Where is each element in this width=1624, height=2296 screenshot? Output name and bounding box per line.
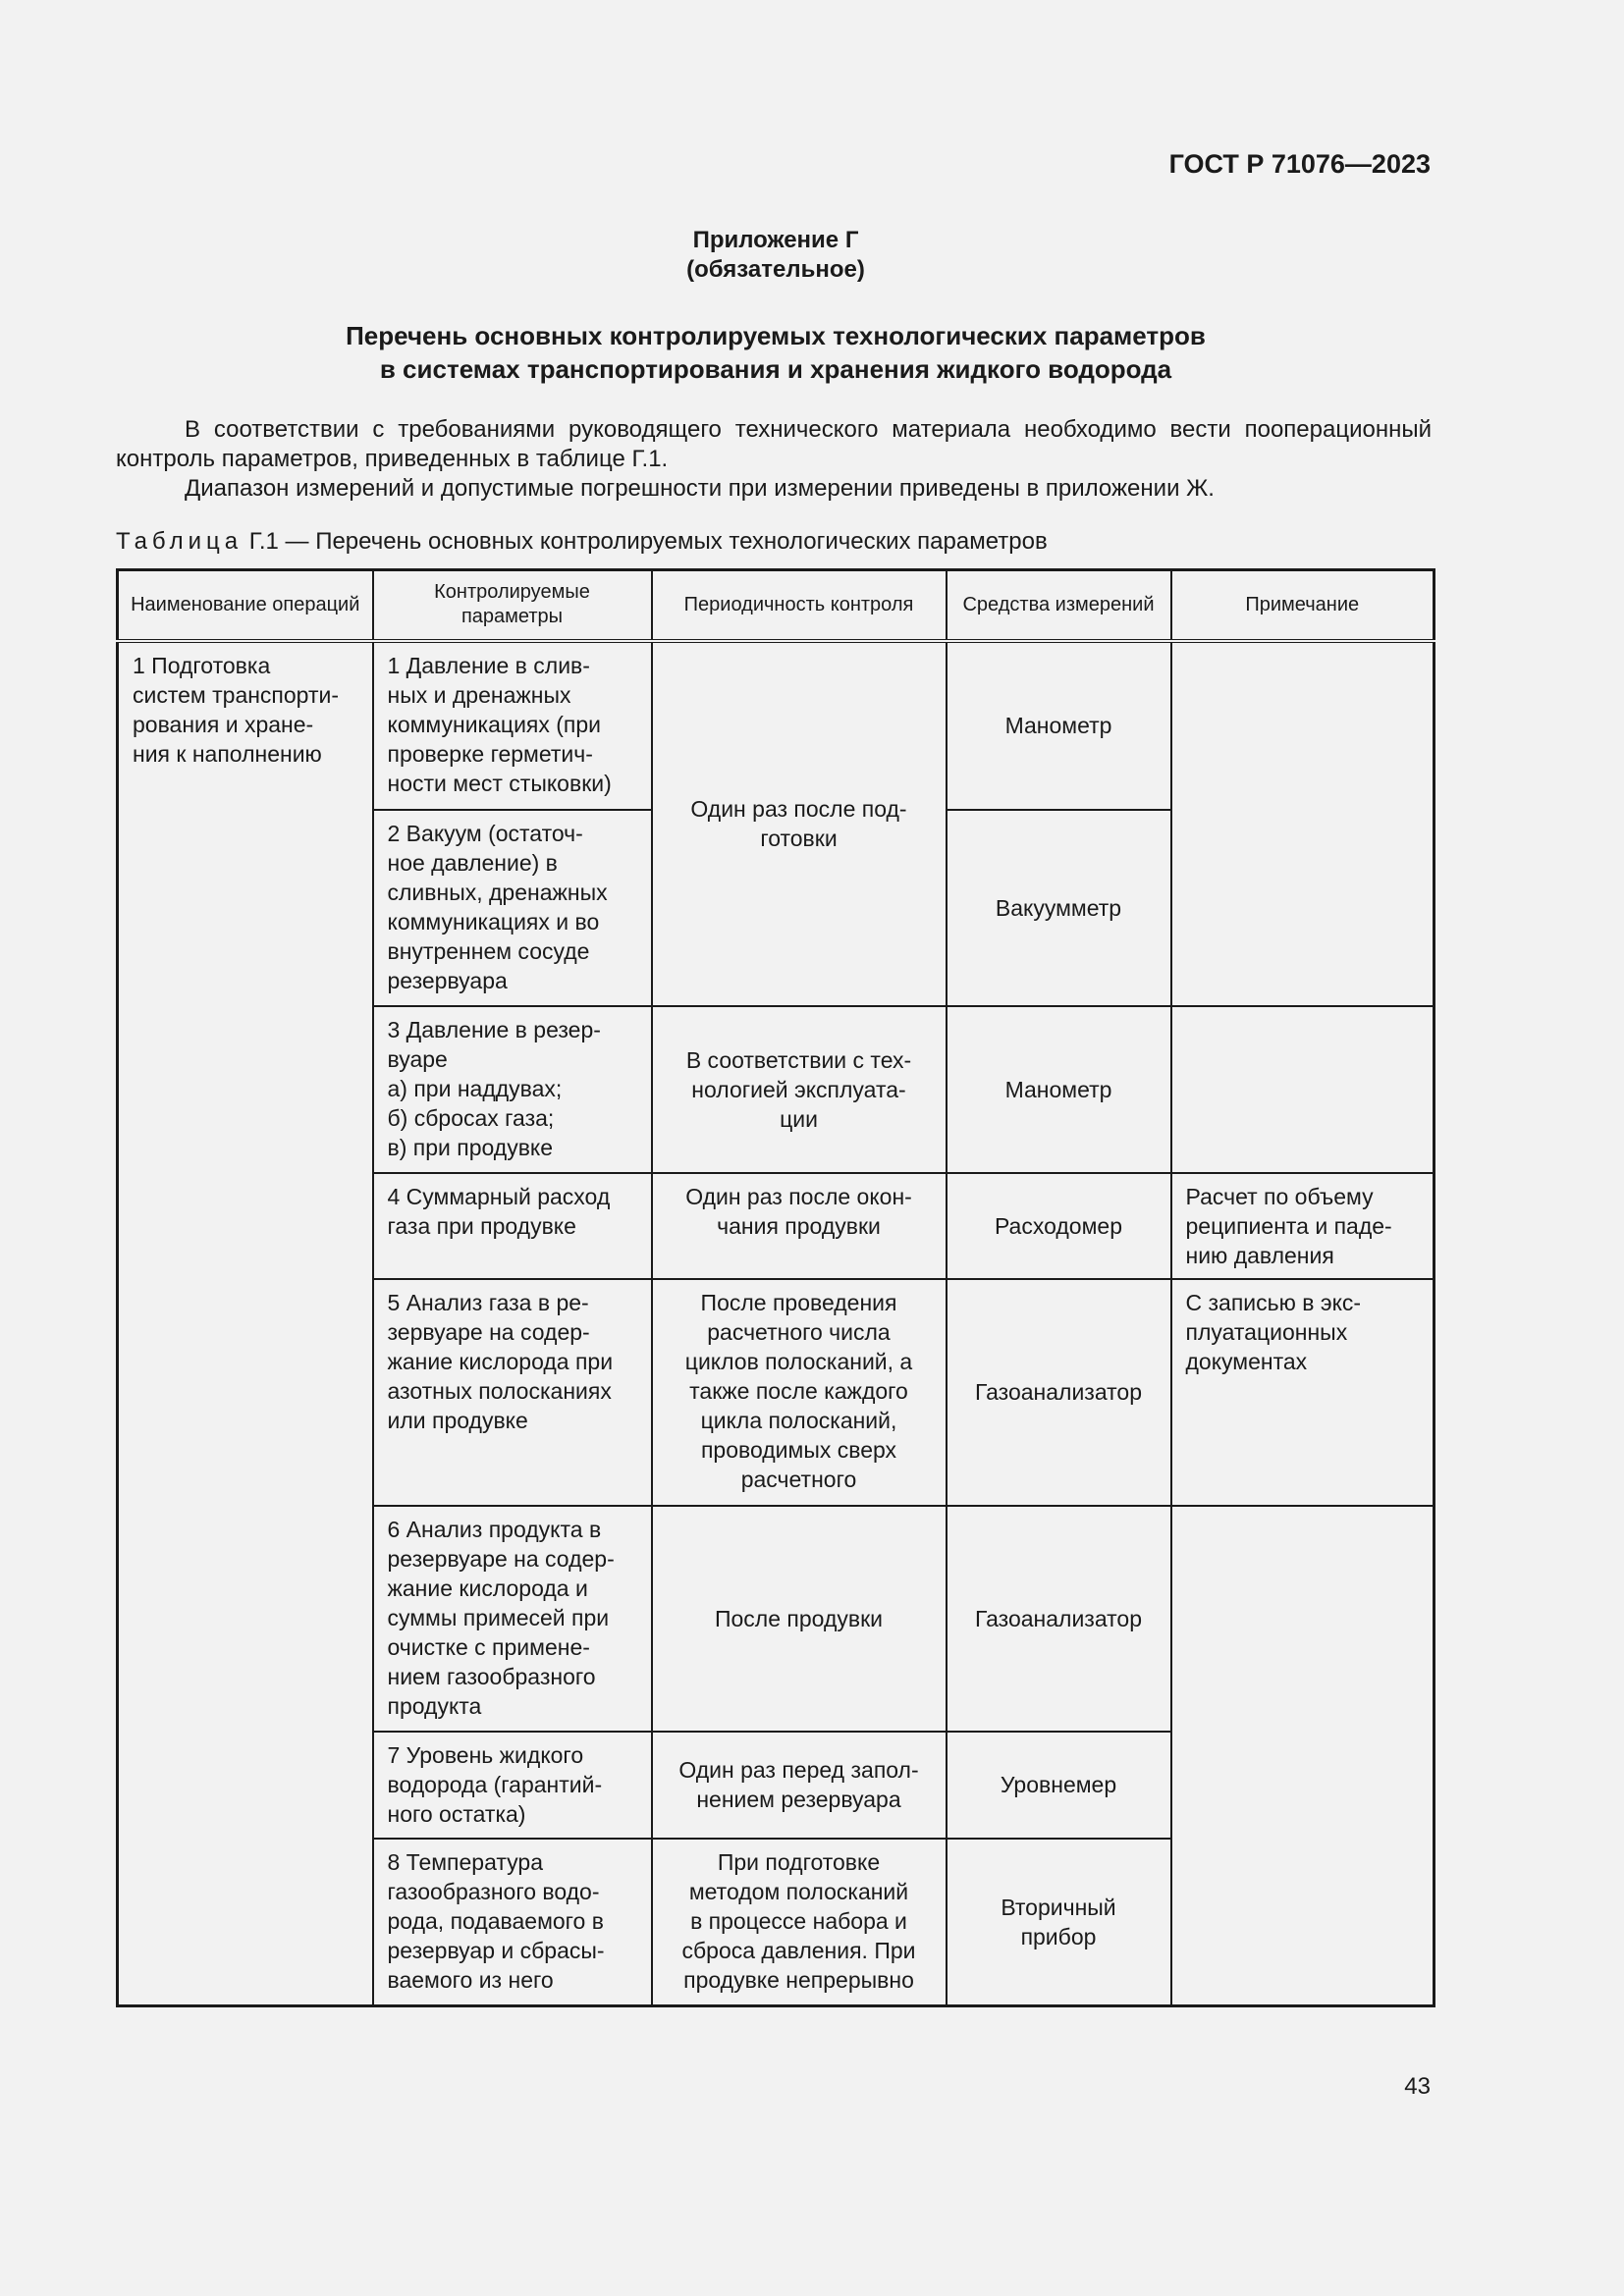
header-instruments: Средства измерений: [947, 570, 1171, 641]
page-number: 43: [1404, 2073, 1431, 2100]
note-cell: [1171, 1279, 1435, 1506]
cell-line: зервуаре на содер-: [387, 1318, 590, 1345]
cell-line: реципиента и паде-: [1185, 1212, 1392, 1239]
cell-line: 3 Давление в резер-: [387, 1016, 601, 1042]
appendix-title: [0, 319, 1551, 386]
cell-line: Один раз перед запол-: [678, 1757, 919, 1783]
cell-line: рования и хране-: [133, 711, 314, 737]
cell-line: Расходомер: [994, 1212, 1122, 1239]
cell-line: Манометр: [1004, 1076, 1112, 1102]
cell-line: ния к наполнению: [133, 740, 322, 767]
intro-paragraph: Диапазон измерений и допустимые погрешности при измерении приведены в приложении Ж.: [185, 475, 1215, 502]
cell-line: Один раз после под-: [690, 796, 907, 822]
cell-line: плуатационных: [1185, 1318, 1348, 1345]
cell-line: продукта: [387, 1692, 482, 1719]
cell-line: продувке непрерывно: [683, 1966, 914, 1993]
cell-line: Вакуумметр: [995, 894, 1122, 921]
cell-line: систем транспорти-: [133, 681, 340, 708]
parameter-cell: [373, 1839, 652, 2006]
cell-line: циклов полосканий, а: [684, 1348, 913, 1374]
periodicity-cell: [652, 1279, 947, 1506]
cell-line: б) сбросах газа;: [387, 1104, 555, 1131]
cell-line: газообразного водо-: [387, 1878, 600, 1904]
cell-line: 6 Анализ продукта в: [387, 1516, 602, 1542]
table-row: [118, 641, 1435, 810]
table-header-row: [118, 570, 1435, 641]
table-caption-label: Таблица: [116, 528, 244, 555]
parameter-cell: [373, 1506, 652, 1732]
cell-line: сливных, дренажных: [387, 879, 608, 905]
cell-line: коммуникациях и во: [387, 908, 600, 934]
cell-line: прибор: [1020, 1923, 1097, 1949]
cell-line: в процессе набора и: [690, 1907, 907, 1934]
cell-line: резервуара: [387, 967, 508, 993]
cell-line: 4 Суммарный расход: [387, 1183, 611, 1209]
cell-line: а) при наддувах;: [387, 1075, 563, 1101]
cell-line: расчетного числа: [707, 1318, 891, 1345]
cell-line: или продувке: [387, 1407, 528, 1433]
cell-line: чания продувки: [717, 1212, 881, 1239]
cell-line: Газоанализатор: [974, 1379, 1143, 1405]
note-cell: [1171, 1173, 1435, 1279]
appendix-label: Приложение Г: [692, 227, 859, 253]
cell-line: нием газообразного: [387, 1663, 596, 1689]
appendix-status: (обязательное): [686, 256, 865, 283]
cell-line: После продувки: [714, 1605, 883, 1631]
parameter-cell: [373, 1732, 652, 1839]
cell-line: Вторичный: [1001, 1894, 1116, 1920]
cell-line: 2 Вакуум (остаточ-: [387, 820, 583, 846]
cell-line: Уровнемер: [1000, 1772, 1117, 1797]
cell-line: вуаре: [387, 1045, 448, 1072]
periodicity-cell: [652, 1506, 947, 1732]
cell-line: резервуар и сбрасы-: [387, 1937, 605, 1963]
appendix-heading: [0, 226, 1551, 285]
cell-line: азотных полосканиях: [387, 1377, 612, 1404]
instrument-cell: [947, 1839, 1171, 2006]
cell-line: коммуникациях (при: [387, 711, 602, 737]
cell-line: 1 Давление в слив-: [387, 652, 590, 678]
table-caption: [116, 527, 1048, 557]
note-cell: [1171, 641, 1435, 1006]
cell-line: в) при продувке: [387, 1134, 554, 1160]
cell-line: Газоанализатор: [974, 1605, 1143, 1631]
cell-line: суммы примесей при: [387, 1604, 610, 1630]
parameter-cell: [373, 1173, 652, 1279]
instrument-cell: [947, 1173, 1171, 1279]
cell-line: водорода (гарантий-: [387, 1771, 603, 1797]
cell-line: ваемого из него: [387, 1966, 554, 1993]
cell-line: рода, подаваемого в: [387, 1907, 604, 1934]
instrument-cell: [947, 1732, 1171, 1839]
cell-line: жание кислорода при: [387, 1348, 614, 1374]
cell-line: 1 Подготовка: [133, 652, 271, 678]
cell-line: С записью в экс-: [1185, 1289, 1362, 1315]
header-parameters: Контролируемые параметры: [373, 570, 652, 641]
cell-line: жание кислорода и: [387, 1575, 588, 1601]
cell-line: ных и дренажных: [387, 681, 571, 708]
cell-line: газа при продувке: [387, 1212, 576, 1239]
header-operations: Наименование операций: [118, 570, 373, 641]
cell-line: нологией эксплуата-: [691, 1076, 906, 1102]
cell-line: Манометр: [1004, 713, 1112, 738]
periodicity-cell: [652, 1006, 947, 1173]
cell-line: 5 Анализ газа в ре-: [387, 1289, 589, 1315]
table-caption-text: Г.1 — Перечень основных контролируемых технологических параметров: [248, 528, 1048, 555]
cell-line: проводимых сверх: [700, 1436, 897, 1463]
parameter-cell: [373, 810, 652, 1006]
cell-line: 7 Уровень жидкого: [387, 1741, 584, 1768]
instrument-cell: [947, 1006, 1171, 1173]
cell-line: документах: [1185, 1348, 1308, 1374]
note-cell: [1171, 1006, 1435, 1173]
cell-line: ное давление) в: [387, 849, 558, 876]
instrument-cell: [947, 810, 1171, 1006]
header-periodicity: Периодичность контроля: [652, 570, 947, 641]
operation-cell: [118, 641, 373, 2006]
cell-line: проверке герметич-: [387, 740, 593, 767]
instrument-cell: [947, 1279, 1171, 1506]
parameter-cell: [373, 1279, 652, 1506]
periodicity-cell: [652, 1732, 947, 1839]
cell-line: 8 Температура: [387, 1848, 543, 1875]
cell-line: методом полосканий: [688, 1878, 909, 1904]
periodicity-cell: [652, 1173, 947, 1279]
cell-line: резервуаре на содер-: [387, 1545, 615, 1572]
title-line: в системах транспортирования и хранения жидкого водорода: [379, 354, 1172, 384]
instrument-cell: [947, 641, 1171, 810]
header-notes: Примечание: [1171, 570, 1435, 641]
cell-line: сброса давления. При: [681, 1937, 916, 1963]
cell-line: также после каждого: [689, 1377, 908, 1404]
cell-line: нением резервуара: [696, 1787, 901, 1812]
cell-line: После проведения: [700, 1289, 897, 1315]
cell-line: ности мест стыковки): [387, 770, 612, 796]
title-line: Перечень основных контролируемых технологических параметров: [346, 321, 1206, 350]
instrument-cell: [947, 1506, 1171, 1732]
parameter-cell: [373, 641, 652, 810]
note-cell: [1171, 1506, 1435, 2006]
cell-line: готовки: [760, 826, 838, 851]
intro-paragraph: В соответствии с требованиями руководящего технического материала необходимо вести пооперационный контроль параметров, приведенных в таблице Г.1.: [116, 416, 1432, 472]
cell-line: внутреннем сосуде: [387, 937, 590, 964]
cell-line: нию давления: [1185, 1242, 1334, 1268]
cell-line: ции: [780, 1105, 818, 1132]
parameters-table: [116, 568, 1435, 2007]
document-code: ГОСТ Р 71076—2023: [1168, 149, 1431, 179]
cell-line: Расчет по объему: [1185, 1183, 1374, 1209]
cell-line: ного остатка): [387, 1800, 526, 1827]
cell-line: При подготовке: [717, 1848, 881, 1875]
cell-line: расчетного: [740, 1466, 857, 1492]
cell-line: Один раз после окон-: [685, 1183, 912, 1209]
cell-line: цикла полосканий,: [700, 1407, 897, 1433]
periodicity-cell: [652, 641, 947, 1006]
cell-line: очистке с примене-: [387, 1633, 590, 1660]
periodicity-cell: [652, 1839, 947, 2006]
cell-line: В соответствии с тех-: [685, 1046, 912, 1073]
parameter-cell: [373, 1006, 652, 1173]
